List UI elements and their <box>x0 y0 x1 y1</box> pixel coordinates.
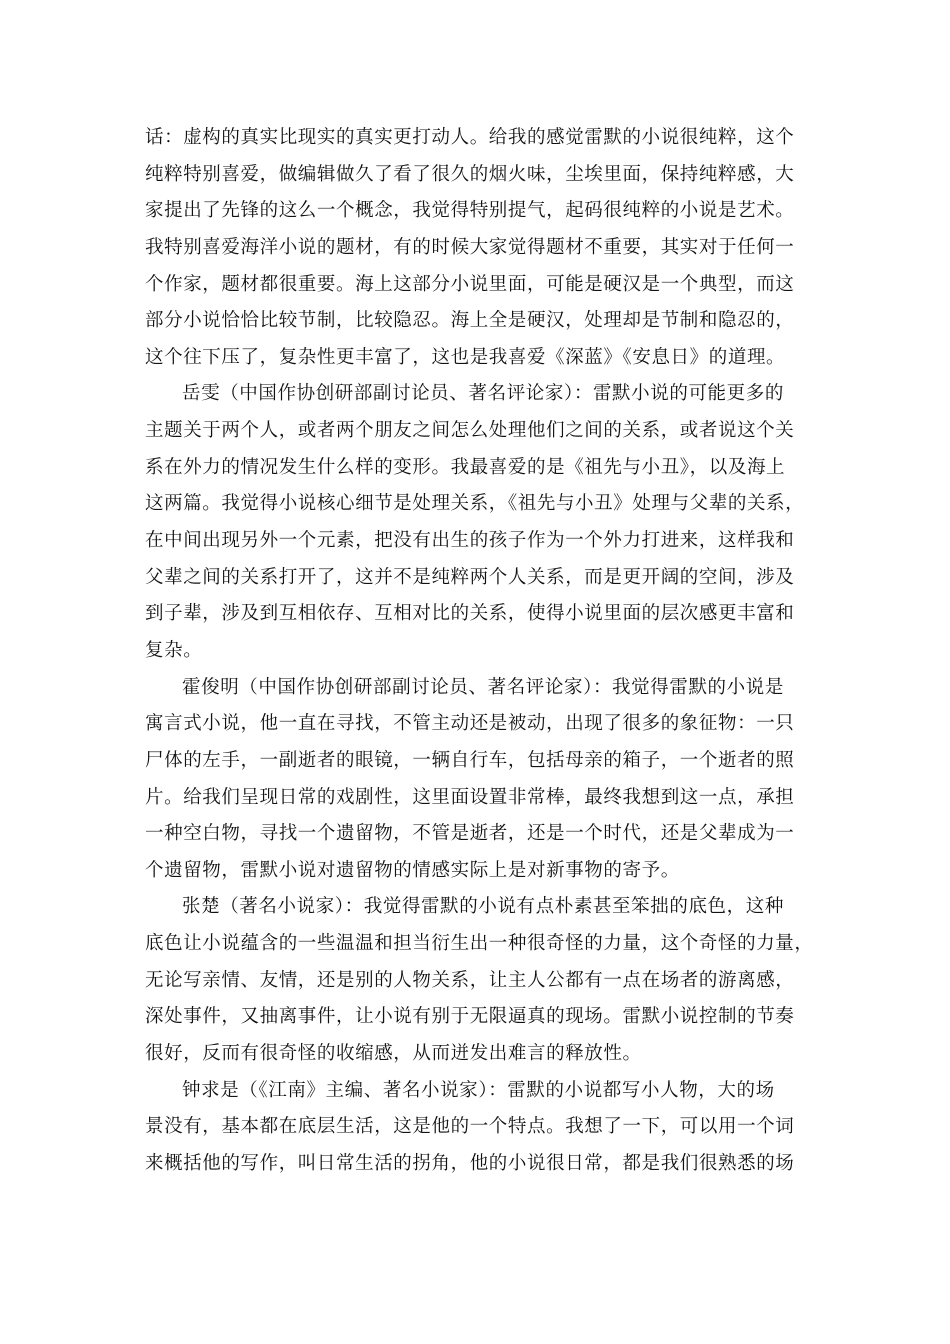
text-line: 景没有，基本都在底层生活，这是他的一个特点。我想了一下，可以用一个词 <box>145 1116 795 1138</box>
text-line: 底色让小说蕴含的一些温温和担当衍生出一种很奇怪的力量，这个奇怪的力量， <box>145 933 814 955</box>
text-line: 深处事件，又抽离事件，让小说有别于无限逼真的现场。雷默小说控制的节奏 <box>145 1006 795 1028</box>
text-line: 部分小说恰恰比较节制，比较隐忍。海上全是硬汉，处理却是节制和隐忍的， <box>145 310 795 332</box>
text-line: 尸体的左手，一副逝者的眼镜，一辆自行车，包括母亲的箱子，一个逝者的照 <box>145 749 795 771</box>
text-line: 这个往下压了，复杂性更丰富了，这也是我喜爱《深蓝》《安息日》的道理。 <box>145 346 786 368</box>
text-line: 系在外力的情况发生什么样的变形。我最喜爱的是《祖先与小丑》，以及海上 <box>145 456 786 478</box>
text-line: 无论写亲情、友情，还是别的人物关系，让主人公都有一点在场者的游离感， <box>145 969 795 991</box>
text-line: 在中间出现另外一个元素，把没有出生的孩子作为一个外力打进来，这样我和 <box>145 530 795 552</box>
paragraph-first-line: 霍俊明（中国作协创研部副讨论员、著名评论家）：我觉得雷默的小说是 <box>182 676 784 698</box>
text-line: 我特别喜爱海洋小说的题材，有的时候大家觉得题材不重要，其实对于任何一 <box>145 236 795 258</box>
text-line: 纯粹特别喜爱，做编辑做久了看了很久的烟火味，尘埃里面，保持纯粹感，大 <box>145 163 795 185</box>
text-line: 很好，反而有很奇怪的收缩感，从而迸发出难言的释放性。 <box>145 1043 642 1065</box>
paragraph-first-line: 张楚（著名小说家）：我觉得雷默的小说有点朴素甚至笨拙的底色，这种 <box>182 896 784 918</box>
text-line: 话：虚构的真实比现实的真实更打动人。给我的感觉雷默的小说很纯粹，这个 <box>145 127 795 148</box>
article-body <box>145 120 815 1183</box>
text-line: 家提出了先锋的这么一个概念，我觉得特别提气，起码很纯粹的小说是艺术。 <box>145 200 795 222</box>
paragraph-first-line: 岳雯（中国作协创研部副讨论员、著名评论家）：雷默小说的可能更多的 <box>182 383 784 405</box>
text-line: 这两篇。我觉得小说核心细节是处理关系，《祖先与小丑》处理与父辈的关系， <box>145 493 805 515</box>
text-line: 寓言式小说，他一直在寻找，不管主动还是被动，出现了很多的象征物：一只 <box>145 713 795 735</box>
text-line: 个遗留物，雷默小说对遗留物的情感实际上是对新事物的寄予。 <box>145 859 680 881</box>
text-line: 父辈之间的关系打开了，这并不是纯粹两个人关系，而是更开阔的空间，涉及 <box>145 566 795 588</box>
text-line: 复杂。 <box>145 639 203 661</box>
text-line: 片。给我们呈现日常的戏剧性，这里面设置非常棒，最终我想到这一点，承担 <box>145 786 795 808</box>
text-line: 来概括他的写作，叫日常生活的拐角，他的小说很日常，都是我们很熟悉的场 <box>145 1152 795 1174</box>
text-line: 主题关于两个人，或者两个朋友之间怎么处理他们之间的关系，或者说这个关 <box>145 420 795 442</box>
paragraph-first-line: 钟求是（《江南》主编、著名小说家）：雷默的小说都写小人物，大的场 <box>182 1079 775 1101</box>
text-line: 到子辈，涉及到互相依存、互相对比的关系，使得小说里面的层次感更丰富和 <box>145 603 795 625</box>
text-line: 个作家，题材都很重要。海上这部分小说里面，可能是硬汉是一个典型，而这 <box>145 273 795 295</box>
text-line: 一种空白物，寻找一个遗留物，不管是逝者，还是一个时代，还是父辈成为一 <box>145 823 795 845</box>
